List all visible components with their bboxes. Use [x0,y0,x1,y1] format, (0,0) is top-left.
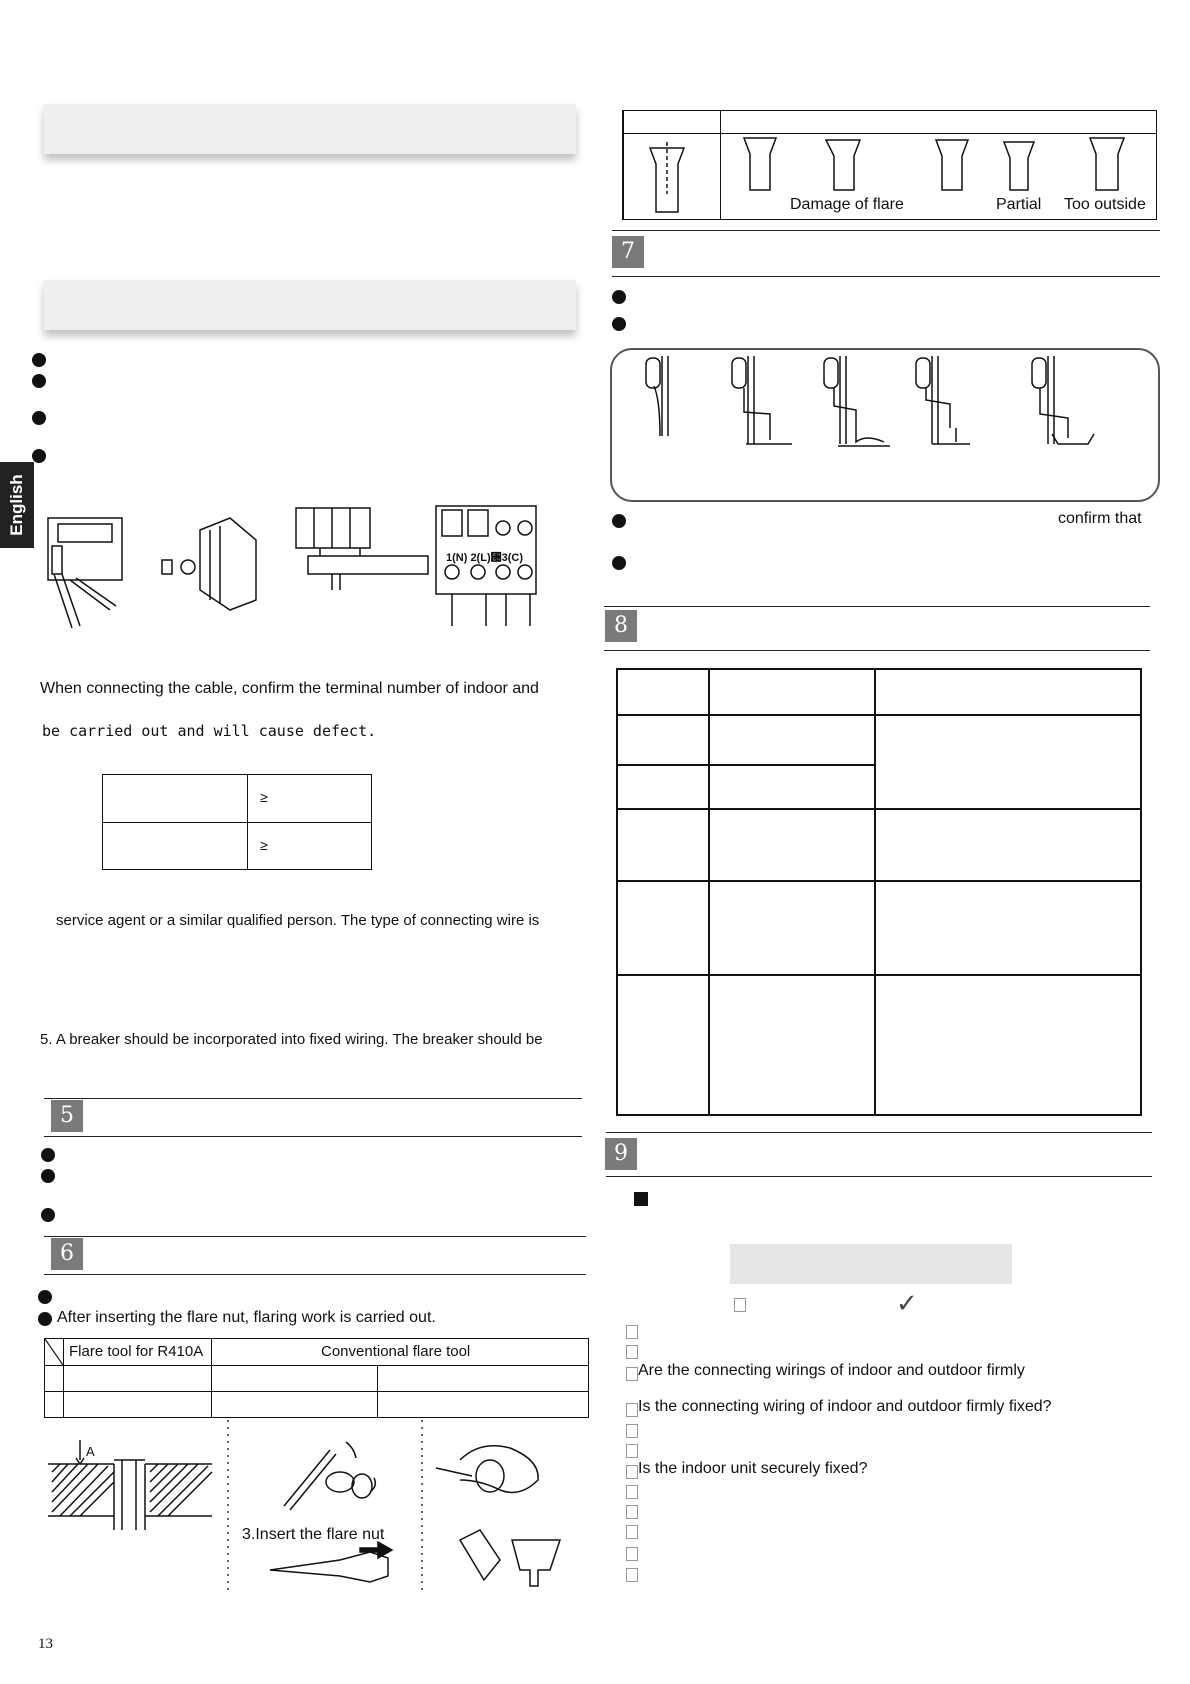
divider [604,650,1150,651]
table-divider [377,1365,378,1417]
table-diagonal-cell [45,1339,64,1366]
section-heading-bar [44,104,576,154]
checkbox[interactable] [626,1325,638,1339]
flare-dimension-figure [48,1440,212,1530]
table-divider [708,670,710,1114]
checklist-header-bar [730,1244,1012,1284]
too-outside-label: Too outside [1064,196,1146,213]
table-divider [618,764,874,766]
bullet [612,514,626,528]
flare-shape [936,140,968,190]
section-number: 6 [51,1238,83,1270]
flare-steps-figure [40,1420,590,1600]
language-tab [0,462,34,548]
tighten-nut-figure [436,1446,560,1586]
indoor-unit-wiring-figure [48,518,122,628]
language-tab-label: English [7,474,26,536]
table-divider [211,1339,212,1365]
bullet [41,1208,55,1222]
checkbox[interactable] [626,1525,638,1539]
check-mark-icon: ✓ [896,1288,918,1318]
drain-hose-figures [620,356,1140,456]
confirm-that-text: confirm that [1058,510,1142,527]
divider [606,1176,1152,1177]
checkbox-icon [734,1298,746,1312]
bullet [32,353,46,367]
divider [44,1098,582,1099]
checklist-item-wiring-fixed: Is the connecting wiring of indoor and outdoor firmly fixed? [638,1398,1052,1415]
table-divider [45,1365,588,1366]
insert-flare-nut-step: 3.Insert the flare nut [242,1526,385,1543]
bullet [32,374,46,388]
flare-dimension-label: A [86,1444,95,1459]
terminal-block-figure [296,508,428,590]
page-number: 13 [38,1636,53,1652]
table-divider [618,974,1140,976]
section-heading-bar [44,280,576,330]
table-header-conventional: Conventional flare tool [321,1343,471,1360]
bullet [32,411,46,425]
divider [612,276,1160,277]
table-divider [618,880,1140,882]
checkbox[interactable] [626,1444,638,1458]
bullet [612,317,626,331]
bullet [41,1148,55,1162]
checkbox[interactable] [626,1465,638,1479]
wiring-confirm-text: When connecting the cable, confirm the terminal number of indoor and [40,680,539,697]
wiring-illustrations [40,500,560,630]
checklist-item-indoor-fixed: Is the indoor unit securely fixed? [638,1460,868,1477]
flare-shape [1090,138,1124,190]
section-number: 9 [605,1138,637,1170]
divider [44,1274,586,1275]
table-row [103,775,372,823]
checkbox[interactable] [626,1547,638,1561]
flare-tool-table [44,1338,589,1418]
checklist-item-wiring-firm: Are the connecting wirings of indoor and outdoor firmly [638,1362,1025,1379]
flare-shape [826,140,860,190]
flare-work-text: After inserting the flare nut, flaring work is carried out. [57,1309,436,1326]
flare-shape [744,138,776,190]
bullet [38,1290,52,1304]
table-header-r410a: Flare tool for R410A [69,1343,204,1360]
ge-symbol: ≥ [260,836,268,853]
wire-spec-table [102,774,372,870]
section-number: 7 [612,236,644,268]
checkbox[interactable] [626,1505,638,1519]
bullet [38,1312,52,1326]
screw-terminal-figure [162,518,256,610]
drain-hose-rise [732,356,792,444]
bullet [612,556,626,570]
partial-label: Partial [996,196,1042,213]
table-divider [874,670,876,1114]
table-divider [211,1365,212,1417]
breaker-text: 5. A breaker should be incorporated into fixed wiring. The breaker should be [40,1031,543,1048]
terminal-board-label: 1(N) 2(L)⑔3(C) [446,552,523,564]
table-divider [618,808,1140,810]
divider [606,1132,1152,1133]
section-number: 5 [51,1100,83,1132]
terminal-board-figure [436,506,536,626]
bullet [32,449,46,463]
table-divider [618,714,1140,716]
flare-tool-figure [270,1442,392,1582]
wiring-defect-text: be carried out and will cause defect. [42,722,377,740]
drain-hose-submerged [1032,356,1094,444]
checkbox[interactable] [626,1424,638,1438]
drain-hose-wave [824,356,890,446]
section8-table [616,668,1142,1116]
bullet [612,290,626,304]
damage-of-flare-label: Damage of flare [790,196,904,213]
table-divider [45,1391,588,1392]
square-bullet [634,1192,648,1206]
divider [44,1236,586,1237]
service-agent-text: service agent or a similar qualified person. The type of connecting wire is [56,912,540,929]
divider [44,1136,582,1137]
flare-shape [1004,142,1034,190]
table-divider [63,1365,64,1417]
checkbox[interactable] [626,1345,638,1359]
drain-hose-gap [916,356,970,444]
checkbox[interactable] [626,1403,638,1417]
checkbox[interactable] [626,1367,638,1381]
ge-symbol: ≥ [260,789,268,806]
checkbox[interactable] [626,1568,638,1582]
bullet [41,1169,55,1183]
section-number: 8 [605,610,637,642]
drain-hose-correct [646,356,668,436]
divider [604,606,1150,607]
divider [612,230,1160,231]
table-row [103,822,372,870]
checkbox[interactable] [626,1485,638,1499]
